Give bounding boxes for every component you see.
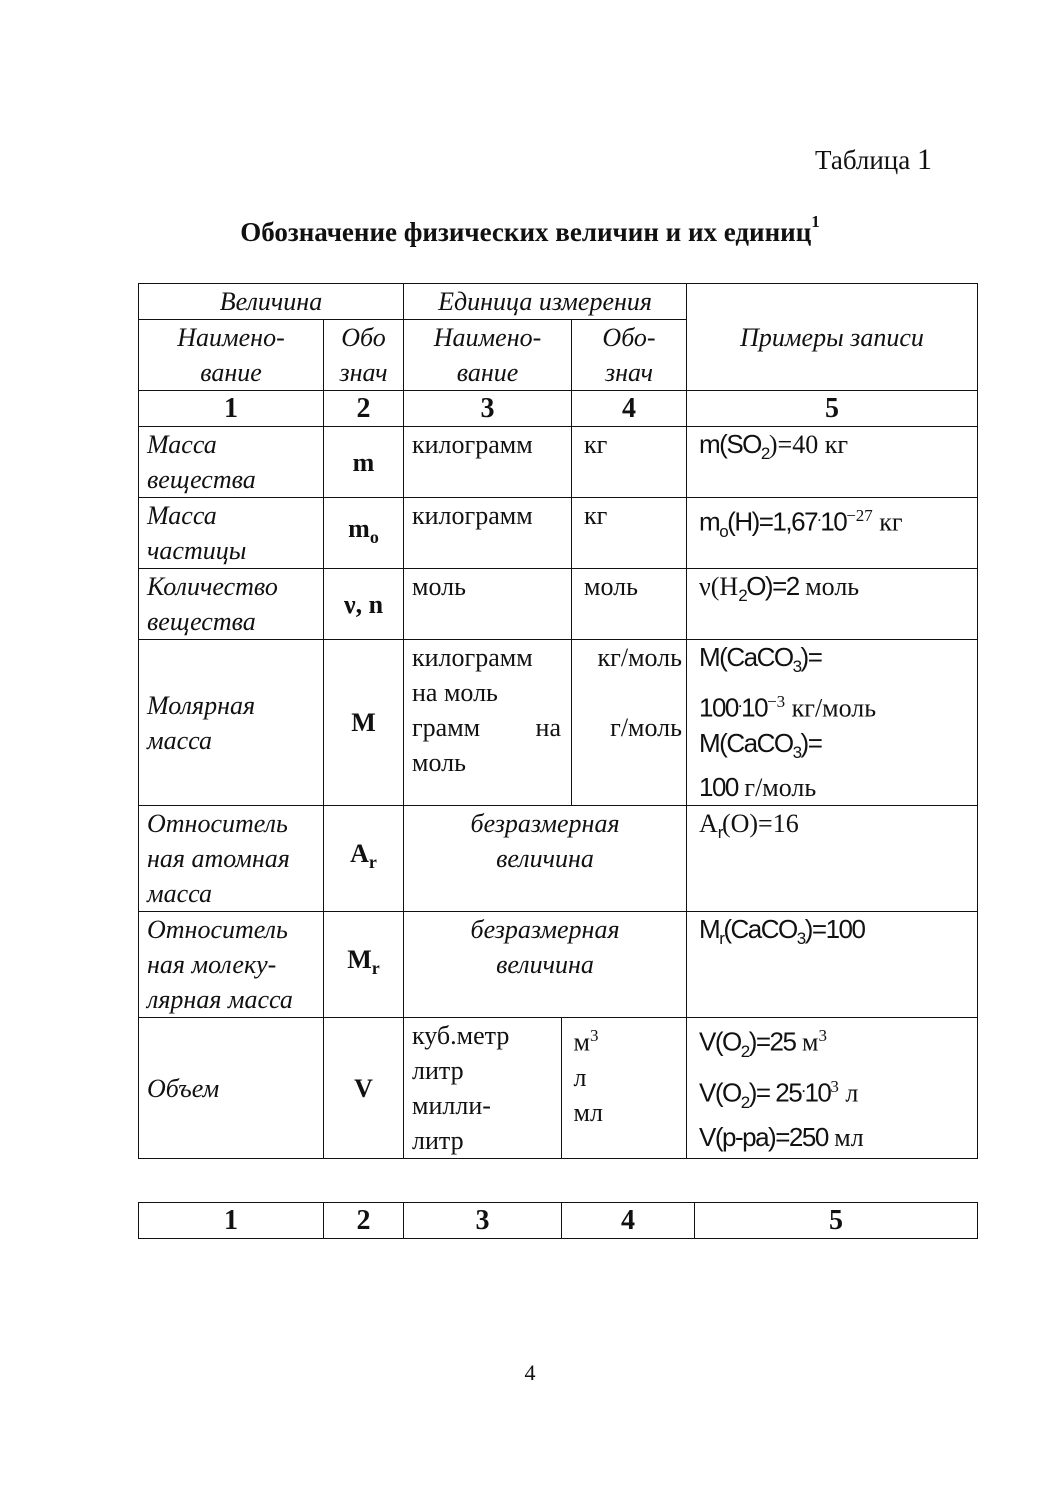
unit-symbol xyxy=(561,1018,686,1158)
quantity-name-l3: лярная масса xyxy=(147,985,293,1015)
table-row xyxy=(139,498,978,569)
unit-name xyxy=(404,1018,561,1158)
quantity-name-l1: Масса xyxy=(147,430,217,459)
ex-sub: 2 xyxy=(738,586,747,606)
ex-sub: 3 xyxy=(796,929,805,949)
col-num-3: 3 xyxy=(404,1203,562,1239)
quantity-name-l2: ная атомная xyxy=(147,844,290,874)
header-u-sym xyxy=(572,320,687,391)
table-row xyxy=(139,427,978,498)
ex-part: 10 xyxy=(820,506,847,537)
quantity-name-l2: масса xyxy=(147,725,212,755)
ex-sub: r xyxy=(717,823,722,843)
ex-part: )= xyxy=(800,727,822,758)
ex-unit: моль xyxy=(798,572,860,601)
header-u-sym-l1: Обо- xyxy=(602,323,656,352)
header-examples: Примеры записи xyxy=(687,284,978,391)
unit-line: килограмм xyxy=(412,643,533,672)
quantity-name xyxy=(139,1018,324,1159)
quantity-name-l1: Количество xyxy=(147,572,278,601)
header-row-1 xyxy=(139,284,978,320)
quantity-name-l1: Молярная xyxy=(147,690,256,720)
quantity-name-l1: Масса xyxy=(147,501,217,530)
ex-part: ν(H xyxy=(699,572,739,601)
col-num-1: 1 xyxy=(139,1203,324,1239)
col-num-1: 1 xyxy=(139,391,324,427)
ex-unit: л xyxy=(838,1078,859,1108)
ex-sub: 2 xyxy=(740,1092,749,1112)
ex-dot: . xyxy=(817,506,821,525)
page-title xyxy=(0,212,1060,248)
volume-units xyxy=(404,1018,686,1158)
example-line xyxy=(699,726,969,770)
unit-name: килограмм xyxy=(404,427,572,498)
table-row xyxy=(139,806,978,912)
ex-part: 100 xyxy=(699,772,738,803)
title-footnote: 1 xyxy=(811,212,820,231)
quantity-symbol: ν, n xyxy=(324,569,404,640)
ex-part: V(р-ра)=250 xyxy=(699,1121,828,1152)
example-line xyxy=(699,684,969,726)
unit-symbol-line: мл xyxy=(573,1097,603,1127)
unit-symbol-line: кг/моль xyxy=(597,643,683,672)
example xyxy=(687,806,978,912)
symbol-sub: r xyxy=(368,852,377,873)
ex-sub: 3 xyxy=(792,743,801,763)
table-row xyxy=(139,912,978,1018)
ex-part: O)=2 xyxy=(746,571,799,601)
unit-line: моль xyxy=(412,748,466,777)
quantity-name xyxy=(139,640,324,806)
unit-dimensionless xyxy=(404,806,687,912)
symbol-main: M xyxy=(347,945,372,975)
ex-part: )=40 xyxy=(768,430,819,459)
quantity-name-l1: Относитель xyxy=(147,915,288,945)
ex-part: M xyxy=(699,914,720,945)
unit-symbol: кг xyxy=(572,498,687,569)
unit-text-l1: безразмерная xyxy=(470,809,620,839)
column-number-row xyxy=(139,391,978,427)
unit-symbol: кг xyxy=(572,427,687,498)
header-u-name xyxy=(404,320,572,391)
ex-part: )=25 xyxy=(748,1026,796,1057)
quantity-name xyxy=(139,427,324,498)
units-table xyxy=(138,283,978,1159)
title-text: Обозначение физических величин и их единиц xyxy=(240,217,812,247)
ex-part: 100 xyxy=(699,692,738,723)
ex-unit: м xyxy=(795,1027,819,1057)
header-q-sym-l2: знач xyxy=(339,358,388,387)
unit-line: куб.метр xyxy=(412,1021,510,1051)
unit-text-l2: величина xyxy=(496,950,594,980)
ex-part: 10 xyxy=(804,1077,831,1108)
example xyxy=(687,498,978,569)
quantity-name-l1: Относитель xyxy=(147,809,288,839)
ex-unit: мл xyxy=(827,1122,864,1152)
example-line xyxy=(699,1120,969,1155)
quantity-name-l2: ная молеку- xyxy=(147,950,277,980)
table-row xyxy=(139,569,978,640)
example-line xyxy=(699,770,969,805)
spacer xyxy=(576,675,682,710)
col-num-5: 5 xyxy=(687,391,978,427)
symbol-sub: r xyxy=(371,958,380,979)
header-quantity: Величина xyxy=(139,284,404,320)
unit-symbol xyxy=(572,640,687,806)
ex-sup: −3 xyxy=(767,692,786,712)
unit-cell xyxy=(404,1018,687,1159)
unit-text-l1: безразмерная xyxy=(470,915,620,945)
col-num-2: 2 xyxy=(324,1203,404,1239)
header-q-sym-l1: Обо xyxy=(341,323,386,352)
page-number: 4 xyxy=(524,1360,536,1385)
header-q-name xyxy=(139,320,324,391)
ex-dot: . xyxy=(801,1076,805,1096)
header-u-name-l1: Наимено- xyxy=(433,323,542,352)
example xyxy=(687,640,978,806)
quantity-name-l1: Объем xyxy=(147,1073,220,1103)
unit-line: милли- xyxy=(412,1091,491,1121)
unit-symbol-line xyxy=(574,1018,675,1060)
table-row xyxy=(139,640,978,806)
header-q-name-l1: Наимено- xyxy=(177,323,285,352)
unit-dimensionless xyxy=(404,912,687,1018)
ex-dot: . xyxy=(737,692,742,712)
unit-symbol: моль xyxy=(572,569,687,640)
unit-line: литр xyxy=(412,1056,464,1086)
ex-part: (H)=1,67 xyxy=(727,506,818,537)
example-line xyxy=(699,640,969,684)
quantity-name xyxy=(139,569,324,640)
unit-line: литр xyxy=(412,1126,464,1156)
table-number: 1 xyxy=(917,143,932,176)
quantity-name xyxy=(139,912,324,1018)
ex-part: )= 25 xyxy=(748,1077,802,1108)
quantity-symbol xyxy=(324,912,404,1018)
example xyxy=(687,569,978,640)
ex-part: (CaCO xyxy=(723,914,797,945)
quantity-name-l2: частицы xyxy=(147,536,247,565)
unit-name: килограмм xyxy=(404,498,572,569)
quantity-name xyxy=(139,498,324,569)
ex-part: V(O xyxy=(699,1077,741,1108)
quantity-symbol: V xyxy=(324,1018,404,1159)
unit-name xyxy=(404,640,572,806)
table-label xyxy=(815,143,932,177)
continuation-table xyxy=(138,1202,978,1239)
header-unit: Единица измерения xyxy=(404,284,687,320)
ex-sup: 3 xyxy=(818,1026,827,1046)
ex-part: A xyxy=(699,809,718,839)
example xyxy=(687,427,978,498)
symbol-sub: o xyxy=(369,527,379,548)
quantity-symbol: M xyxy=(324,640,404,806)
example xyxy=(687,1018,978,1159)
col-num-4: 4 xyxy=(572,391,687,427)
ex-sup: −27 xyxy=(846,506,873,525)
ex-sub: 2 xyxy=(760,444,769,464)
unit-line xyxy=(412,710,571,745)
ex-part: 10 xyxy=(741,692,768,723)
ex-sub: r xyxy=(719,929,724,949)
example-line xyxy=(699,1069,969,1120)
unit-symbol-line: г/моль xyxy=(610,713,683,742)
table-label-text: Таблица xyxy=(815,145,911,175)
col-num-3: 3 xyxy=(404,391,572,427)
ex-part: M(CaCO xyxy=(699,727,793,758)
quantity-symbol: m xyxy=(324,427,404,498)
header-q-name-l2: вание xyxy=(200,358,262,387)
quantity-name xyxy=(139,806,324,912)
col-num-4: 4 xyxy=(562,1203,695,1239)
quantity-name-l2: вещества xyxy=(147,465,256,494)
unit-sym-main: м xyxy=(573,1027,590,1057)
column-number-row xyxy=(139,1203,978,1239)
header-u-sym-l2: знач xyxy=(604,358,654,387)
ex-sub: 3 xyxy=(792,657,801,677)
quantity-name-l3: масса xyxy=(147,879,212,909)
unit-name: моль xyxy=(404,569,572,640)
example xyxy=(687,912,978,1018)
ex-sup: 3 xyxy=(830,1076,839,1096)
ex-part: V(O xyxy=(699,1026,741,1057)
ex-part: M(CaCO xyxy=(699,642,793,672)
header-u-name-l2: вание xyxy=(456,358,519,387)
unit-sym-sup: 3 xyxy=(589,1026,599,1046)
header-q-sym xyxy=(324,320,404,391)
unit-line: на моль xyxy=(412,678,498,707)
ex-part: (O)=16 xyxy=(721,809,799,839)
ex-unit: кг/моль xyxy=(785,693,877,723)
unit-word: на xyxy=(535,713,562,742)
col-num-2: 2 xyxy=(324,391,404,427)
unit-symbol-line: л xyxy=(573,1062,587,1092)
ex-unit: кг xyxy=(818,430,848,459)
symbol-main: m xyxy=(348,513,370,543)
ex-unit: кг xyxy=(872,507,903,537)
quantity-symbol xyxy=(324,498,404,569)
ex-unit: г/моль xyxy=(737,773,817,803)
symbol-main: A xyxy=(350,839,369,869)
example-line xyxy=(699,1018,969,1069)
ex-part: )=100 xyxy=(804,914,865,945)
ex-sub: o xyxy=(719,521,728,541)
ex-sub: 2 xyxy=(740,1041,749,1061)
table-row xyxy=(139,1018,978,1159)
ex-part: m(SO xyxy=(699,429,761,459)
col-num-5: 5 xyxy=(695,1203,978,1239)
ex-part: )= xyxy=(800,642,822,672)
unit-word: грамм xyxy=(412,713,481,742)
unit-text-l2: величина xyxy=(496,844,594,874)
quantity-name-l2: вещества xyxy=(147,607,256,636)
ex-part: m xyxy=(699,506,720,537)
quantity-symbol xyxy=(324,806,404,912)
